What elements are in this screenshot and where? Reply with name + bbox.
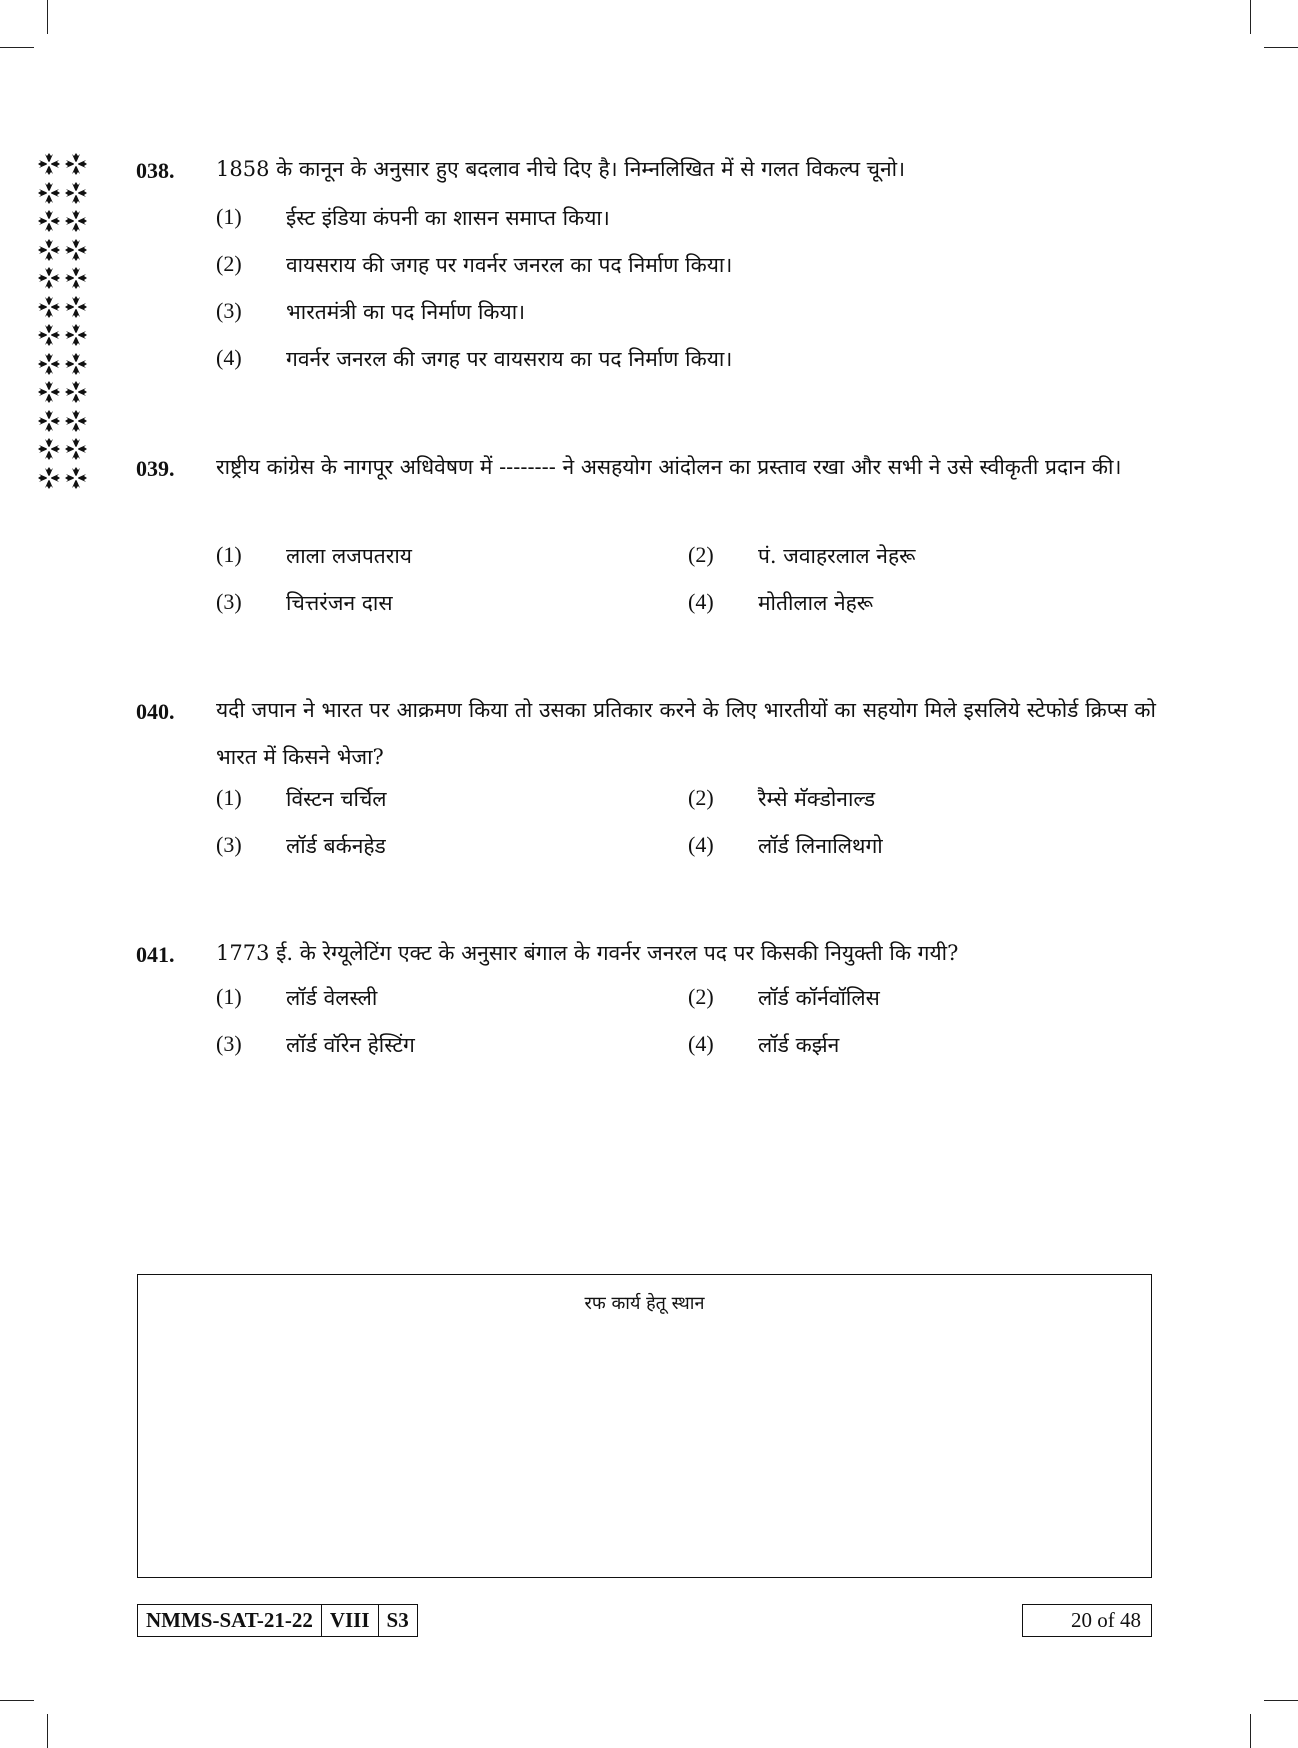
- option-number: (3): [216, 832, 242, 857]
- decorative-star-row: [36, 350, 96, 379]
- option-number: (4): [688, 589, 714, 614]
- decorative-border: [36, 150, 96, 492]
- option-text: लॉर्ड वेलस्ली: [286, 986, 378, 1010]
- crop-mark: [0, 47, 34, 48]
- option-text: चित्तरंजन दास: [286, 591, 393, 615]
- option-number: (2): [688, 785, 714, 810]
- option-number: (4): [216, 345, 242, 370]
- option-text: भारतमंत्री का पद निर्माण किया।: [286, 300, 526, 324]
- maltese-cross-icon: [63, 294, 89, 320]
- option-number: (1): [216, 984, 242, 1009]
- maltese-cross-icon: [36, 208, 62, 234]
- decorative-star-row: [36, 464, 96, 493]
- maltese-cross-icon: [63, 408, 89, 434]
- maltese-cross-icon: [63, 208, 89, 234]
- set-code: S3: [386, 1608, 409, 1632]
- question-number: 040.: [136, 699, 175, 724]
- question-number: 038.: [136, 158, 175, 183]
- question-number: 039.: [136, 456, 175, 481]
- maltese-cross-icon: [36, 351, 62, 377]
- exam-code: NMMS-SAT-21-22: [138, 1605, 322, 1636]
- option-text: लाला लजपतराय: [286, 544, 412, 568]
- option-text: लॉर्ड बर्कनहेड: [286, 834, 386, 858]
- crop-mark: [1264, 47, 1298, 48]
- question-number: 041.: [136, 942, 175, 967]
- option-text: ईस्ट इंडिया कंपनी का शासन समाप्त किया।: [286, 206, 610, 230]
- maltese-cross-icon: [63, 351, 89, 377]
- maltese-cross-icon: [36, 237, 62, 263]
- maltese-cross-icon: [63, 237, 89, 263]
- crop-mark: [47, 1714, 48, 1748]
- maltese-cross-icon: [63, 180, 89, 206]
- decorative-star-row: [36, 150, 96, 179]
- decorative-star-row: [36, 207, 96, 236]
- maltese-cross-icon: [36, 465, 62, 491]
- maltese-cross-icon: [63, 465, 89, 491]
- crop-mark: [47, 0, 48, 34]
- option-number: (1): [216, 542, 242, 567]
- maltese-cross-icon: [36, 436, 62, 462]
- option-text: लॉर्ड कॉर्नवॉलिस: [758, 986, 880, 1010]
- option-text: लॉर्ड कर्झन: [758, 1033, 840, 1057]
- decorative-star-row: [36, 407, 96, 436]
- maltese-cross-icon: [36, 379, 62, 405]
- option-number: (4): [688, 832, 714, 857]
- option-number: (3): [216, 298, 242, 323]
- exam-code-box: [137, 1604, 418, 1637]
- option-text: गवर्नर जनरल की जगह पर वायसराय का पद निर्माण किया।: [286, 347, 733, 371]
- option-number: (1): [216, 785, 242, 810]
- option-text: पं. जवाहरलाल नेहरू: [758, 544, 916, 568]
- rough-work-box: [137, 1274, 1152, 1578]
- crop-mark: [1250, 1714, 1251, 1748]
- question-text: यदी जपान ने भारत पर आक्रमण किया तो उसका प्रतिकार करने के लिए भारतीयों का सहयोग मिले इसलिये स्टेफोर्ड क्रिप्स को भारत में किसने भेजा?: [216, 698, 1156, 769]
- decorative-star-row: [36, 321, 96, 350]
- option-text: लॉर्ड वॉरेन हेस्टिंग: [286, 1033, 415, 1057]
- option-number: (2): [216, 251, 242, 276]
- decorative-star-row: [36, 293, 96, 322]
- option-text: विंस्टन चर्चिल: [286, 787, 387, 811]
- decorative-star-row: [36, 236, 96, 265]
- option-text: रैम्से मॅक्डोनाल्ड: [758, 787, 876, 811]
- maltese-cross-icon: [63, 265, 89, 291]
- option-text: लॉर्ड लिनालिथगो: [758, 834, 883, 858]
- page-number: 20 of 48: [1022, 1604, 1152, 1637]
- decorative-star-row: [36, 435, 96, 464]
- maltese-cross-icon: [63, 436, 89, 462]
- option-number: (1): [216, 204, 242, 229]
- maltese-cross-icon: [63, 151, 89, 177]
- rough-work-label: रफ कार्य हेतू स्थान: [584, 1293, 705, 1314]
- maltese-cross-icon: [63, 379, 89, 405]
- maltese-cross-icon: [36, 322, 62, 348]
- maltese-cross-icon: [36, 294, 62, 320]
- decorative-star-row: [36, 179, 96, 208]
- option-text: वायसराय की जगह पर गवर्नर जनरल का पद निर्माण किया।: [286, 253, 733, 277]
- maltese-cross-icon: [36, 408, 62, 434]
- crop-mark: [1264, 1700, 1298, 1701]
- crop-mark: [1250, 0, 1251, 34]
- decorative-star-row: [36, 378, 96, 407]
- question-text: राष्ट्रीय कांग्रेस के नागपूर अधिवेषण में -------- ने असहयोग आंदोलन का प्रस्ताव रखा और सभी ने उसे स्वीकृती प्रदान की।: [216, 455, 1122, 479]
- decorative-star-row: [36, 264, 96, 293]
- crop-mark: [0, 1700, 34, 1701]
- question-text: 1858 के कानून के अनुसार हुए बदलाव नीचे दिए है। निम्नलिखित में से गलत विकल्प चूनो।: [216, 157, 906, 181]
- option-number: (2): [688, 984, 714, 1009]
- option-number: (2): [688, 542, 714, 567]
- option-text: मोतीलाल नेहरू: [758, 591, 874, 615]
- question-text: 1773 ई. के रेग्यूलेटिंग एक्ट के अनुसार बंगाल के गवर्नर जनरल पद पर किसकी नियुक्ती कि गयी?: [216, 941, 959, 965]
- class-code: VIII: [322, 1605, 379, 1636]
- maltese-cross-icon: [36, 265, 62, 291]
- maltese-cross-icon: [36, 151, 62, 177]
- option-number: (3): [216, 589, 242, 614]
- option-number: (3): [216, 1031, 242, 1056]
- maltese-cross-icon: [36, 180, 62, 206]
- option-number: (4): [688, 1031, 714, 1056]
- maltese-cross-icon: [63, 322, 89, 348]
